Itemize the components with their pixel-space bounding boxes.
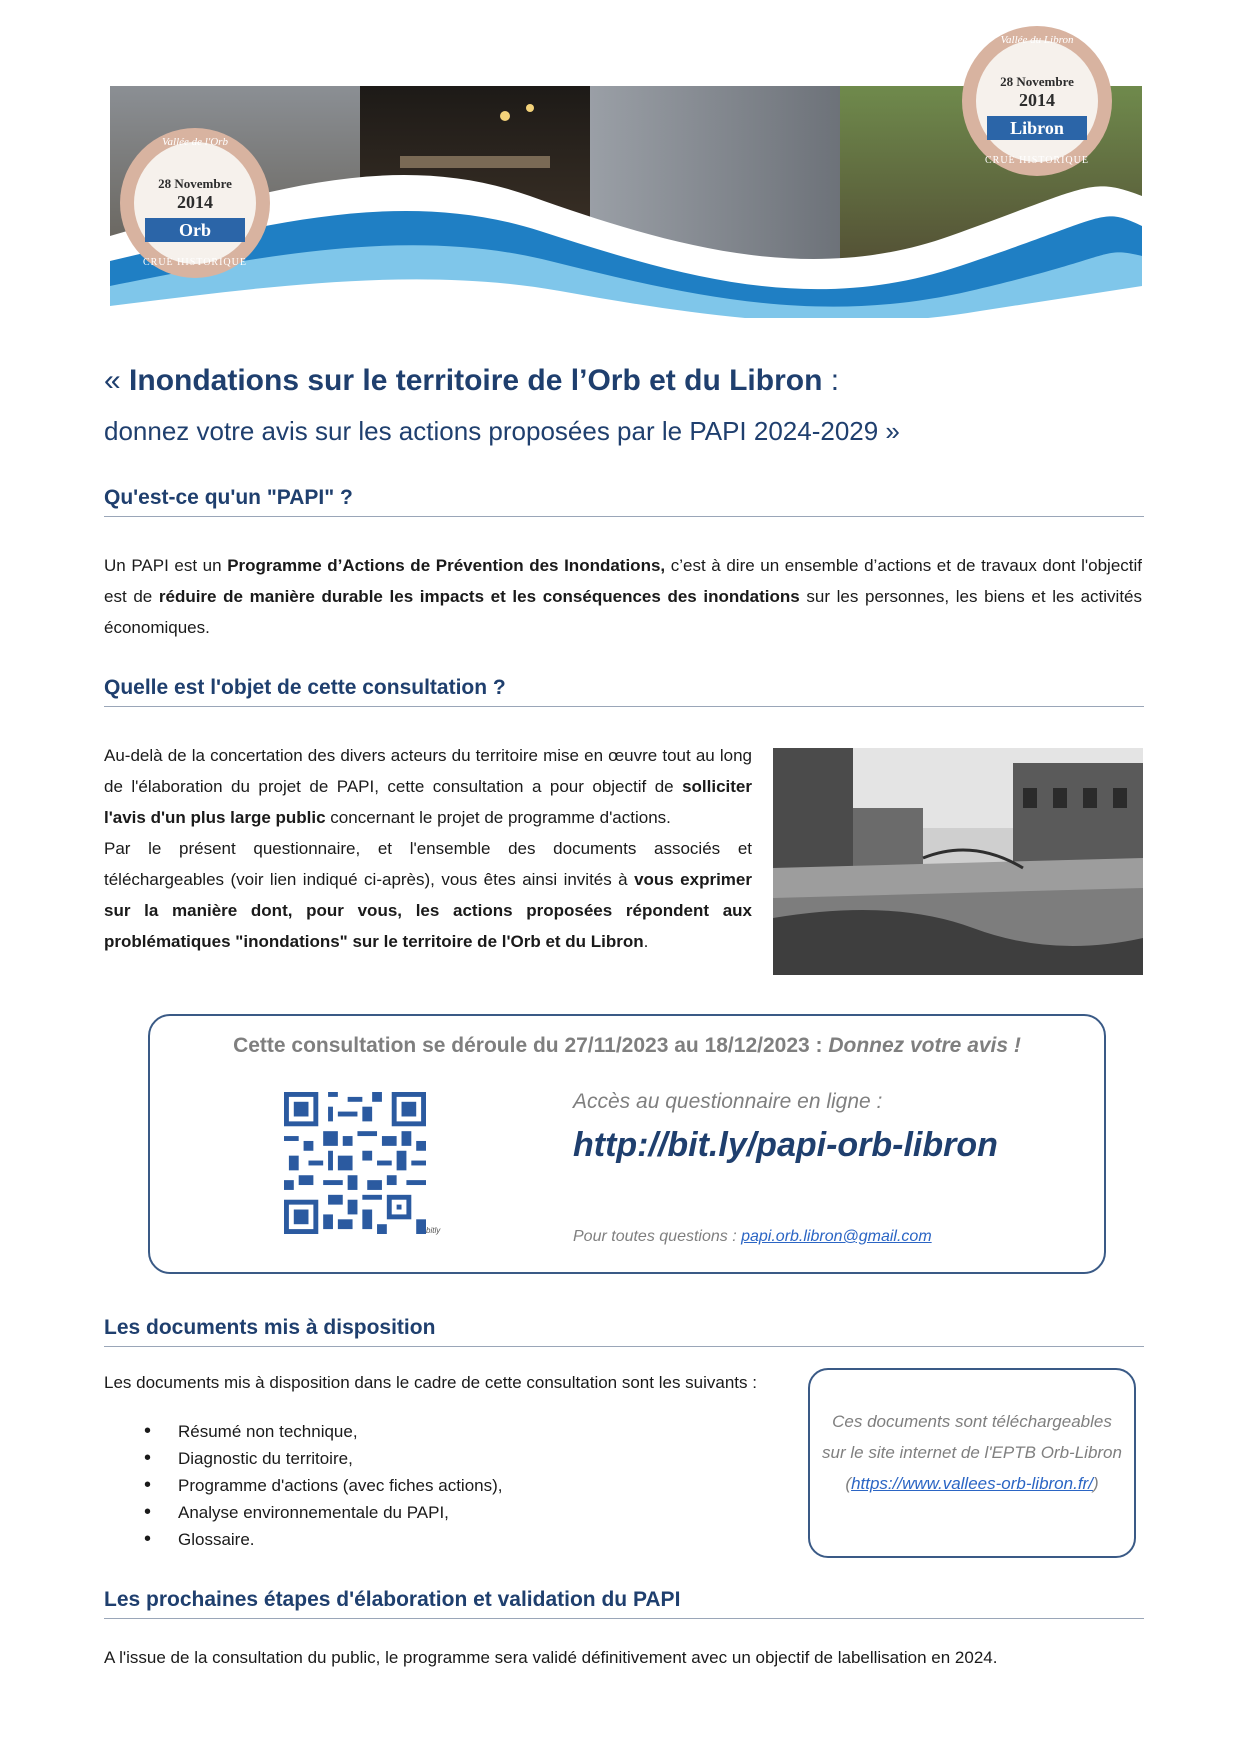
text-bold: Programme d’Actions de Prévention des Inondations,: [227, 556, 666, 575]
historic-flood-photo: [773, 748, 1143, 975]
list-item: • Diagnostic du territoire,: [130, 1445, 503, 1472]
seal-top-text: Vallée de l'Orb: [162, 136, 228, 148]
seal-date: 28 Novembre: [158, 176, 232, 191]
qr-code-image: [284, 1092, 426, 1234]
section-text-consultation-object: [104, 740, 752, 957]
list-item: • Glossaire.: [130, 1526, 503, 1553]
text-run: .: [643, 932, 649, 951]
contact-email-link[interactable]: papi.orb.libron@gmail.com: [741, 1228, 932, 1245]
eptb-website-link[interactable]: https://www.vallees-orb-libron.fr/: [851, 1474, 1093, 1493]
text-run: concernant le projet de programme d'actions.: [325, 808, 671, 827]
title-main: Inondations sur le territoire de l’Orb et du Libron: [129, 364, 823, 397]
paren-close: ): [1092, 1474, 1099, 1493]
text-run: Un PAPI est un: [104, 556, 228, 575]
section-heading-what-is-papi: Qu'est-ce qu'un "PAPI" ?: [104, 486, 1144, 517]
flood-photo-image: [773, 748, 1143, 975]
text-run: Par le présent questionnaire, et l'ensemble des documents associés et téléchargeables (voir lien indiqué ci-après), vous êtes ainsi invités à: [104, 839, 752, 889]
questionnaire-access-label: Accès au questionnaire en ligne :: [573, 1090, 883, 1113]
documents-list: [130, 1418, 503, 1553]
paren-open: (: [845, 1474, 852, 1493]
seal-bottom-text: CRUE HISTORIQUE: [985, 155, 1089, 166]
seal-bottom-text: CRUE HISTORIQUE: [143, 257, 247, 268]
consultation-dates: [148, 1034, 1106, 1058]
seal-river-name: Orb: [145, 218, 245, 242]
page-subtitle: donnez votre avis sur les actions proposées par le PAPI 2024-2029 »: [104, 416, 900, 446]
section-heading-documents: Les documents mis à disposition: [104, 1316, 1144, 1347]
section-heading-consultation-object: Quelle est l'objet de cette consultation ?: [104, 676, 1144, 707]
list-item: • Résumé non technique,: [130, 1418, 503, 1445]
list-item: • Analyse environnementale du PAPI,: [130, 1499, 503, 1526]
list-item: • Programme d'actions (avec fiches actions),: [130, 1472, 503, 1499]
seal-year: 2014: [1019, 90, 1055, 110]
section-text-what-is-papi: [104, 550, 1142, 643]
download-info-label: Ces documents sont téléchargeables sur le site internet de l'EPTB Orb-Libron: [822, 1412, 1122, 1462]
page-title: [104, 364, 1144, 398]
seal-date: 28 Novembre: [1000, 74, 1074, 89]
section-heading-next-steps: Les prochaines étapes d'élaboration et validation du PAPI: [104, 1588, 1144, 1619]
text-bold: vous exprimer sur la manière dont, pour vous, les actions proposées répondent aux problématiques "inondations" sur le territoire de l'Orb et du Libron: [104, 870, 752, 951]
text-bold: solliciter l'avis d'un plus large public: [104, 777, 752, 827]
text-run: sur les personnes, les biens et les activités économiques.: [104, 587, 1142, 637]
consultation-dates-text: Cette consultation se déroule du 27/11/2023 au 18/12/2023 :: [233, 1034, 829, 1057]
text-bold: réduire de manière durable les impacts et les conséquences des inondations: [158, 587, 800, 606]
qr-caption: bitly: [426, 1226, 441, 1235]
title-colon: :: [822, 364, 840, 397]
seal-river-name: Libron: [987, 116, 1087, 140]
seal-top-text: Vallée du Libron: [1000, 34, 1074, 46]
documents-intro: Les documents mis à disposition dans le cadre de cette consultation sont les suivants :: [104, 1373, 757, 1392]
libron-seal: [962, 26, 1112, 176]
consultation-call-to-action: Donnez votre avis !: [828, 1034, 1021, 1057]
text-run: Au-delà de la concertation des divers acteurs du territoire mise en œuvre tout au long de l'élaboration du projet de PAPI, cette consultation a pour objectif de: [104, 746, 752, 796]
text-run: c’est à dire un ensemble d’actions et de travaux dont l'objectif est de: [104, 556, 1142, 606]
next-steps-text: A l'issue de la consultation du public, le programme sera validé définitivement avec un objectif de labellisation en 2024.: [104, 1648, 998, 1667]
title-open-quote: «: [104, 364, 130, 397]
contact-label: Pour toutes questions :: [573, 1228, 742, 1245]
questionnaire-link[interactable]: http://bit.ly/papi-orb-libron: [573, 1126, 998, 1164]
download-info-text: [818, 1406, 1126, 1499]
qr-code[interactable]: [284, 1092, 426, 1234]
orb-seal: [120, 128, 270, 278]
contact-line: [573, 1228, 932, 1246]
seal-year: 2014: [177, 192, 213, 212]
